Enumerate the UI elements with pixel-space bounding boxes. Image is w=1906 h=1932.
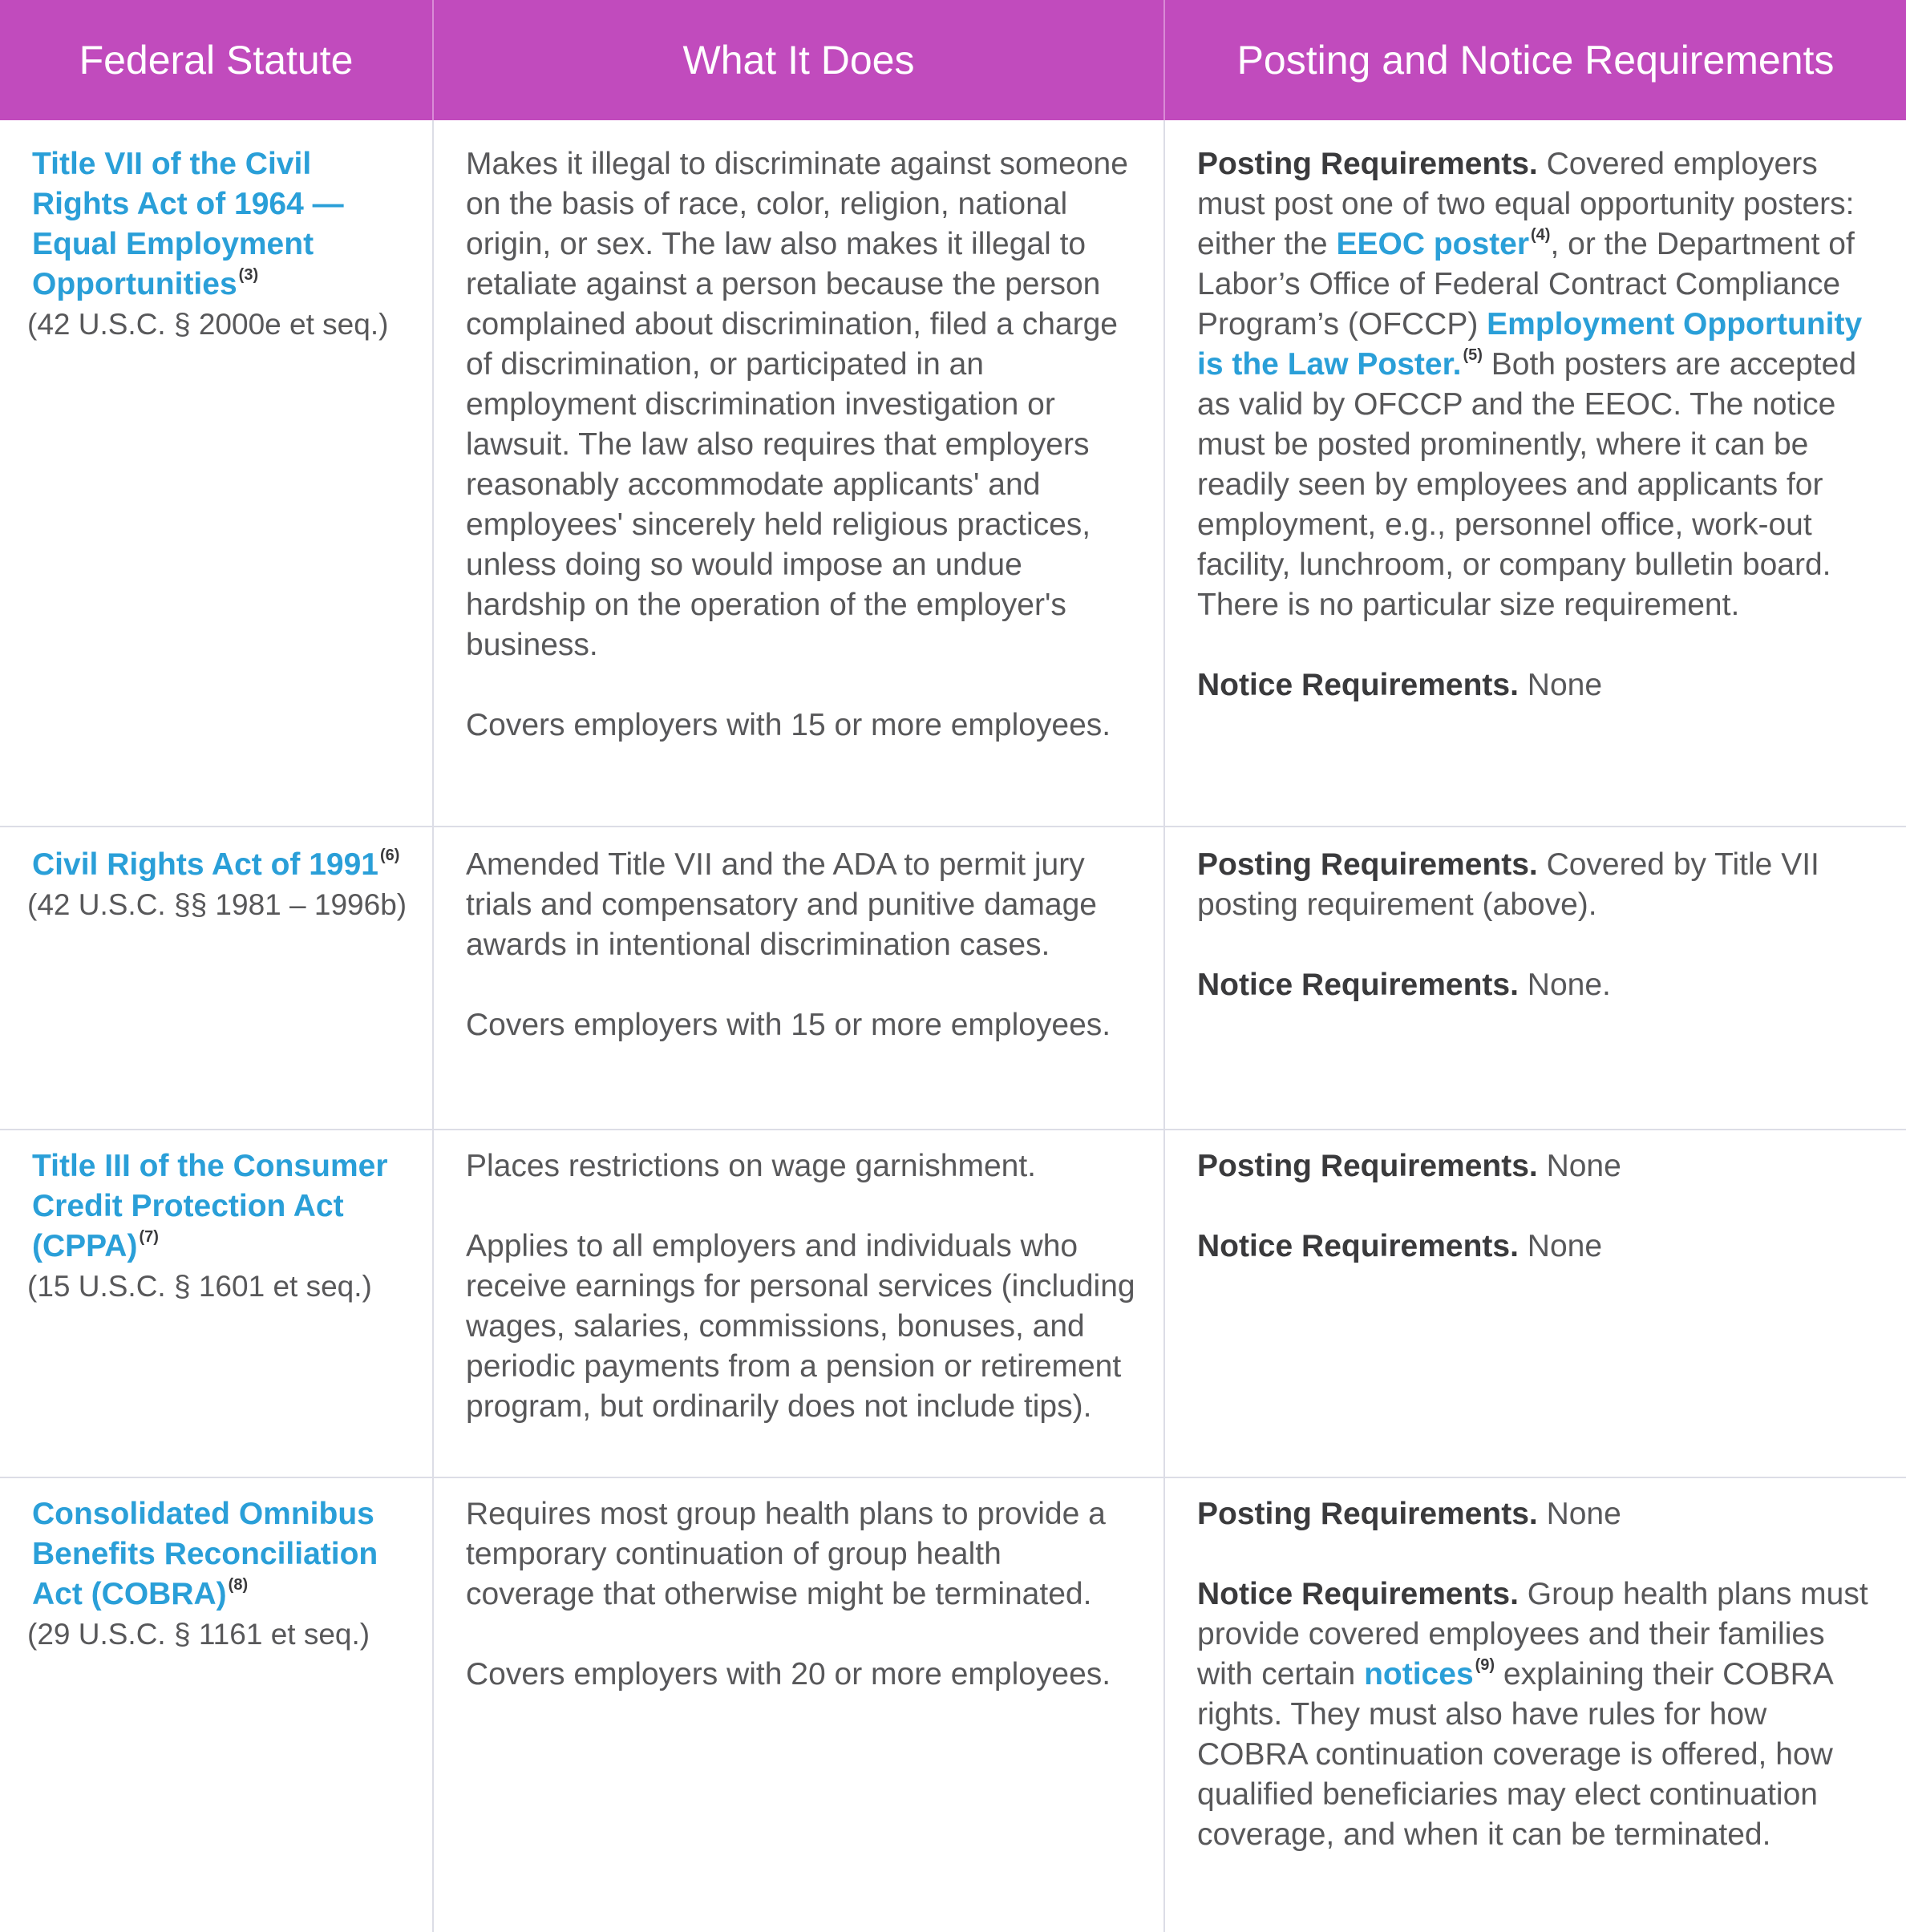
posting-text: None	[1537, 1497, 1621, 1531]
footnote-marker: (8)	[228, 1576, 249, 1594]
footnote-marker: (5)	[1463, 346, 1483, 364]
description-text: Places restrictions on wage garnishment.	[466, 1149, 1037, 1183]
posting-text: None	[1537, 1149, 1621, 1183]
posting-label: Posting Requirements.	[1197, 847, 1538, 882]
table-row	[0, 1130, 1906, 1477]
notice-text: None	[1518, 1229, 1603, 1263]
statute-name-link[interactable]: Title VII of the Civil Rights Act of 1964 — Equal Employment Opportunities $^{(3)}$	[32, 147, 344, 301]
notice-text: None	[1518, 668, 1603, 702]
what-it-does-cell	[433, 120, 1164, 827]
statute-citation: (42 U.S.C. §§ 1981 – 1996b)	[27, 888, 407, 921]
description-text: Requires most group health plans to provide a temporary continuation of group health coverage that otherwise might be terminated.	[466, 1497, 1106, 1611]
notice-text: explaining their COBRA rights. They must also have rules for how COBRA continuation coverage is offered, how qualified beneficiaries may elect continuation coverage, and when it can be terminated.	[1197, 1657, 1833, 1852]
statute-cell	[0, 1477, 433, 1932]
notice-label: Notice Requirements.	[1197, 1229, 1519, 1263]
requirements-cell	[1164, 120, 1906, 827]
notice-requirements	[1197, 665, 1879, 705]
table-row	[0, 1477, 1906, 1932]
description-text: Amended Title VII and the ADA to permit jury trials and compensatory and punitive damage awards in intentional discrimination cases.	[466, 847, 1097, 962]
statute-citation: (42 U.S.C. § 2000e et seq.)	[27, 308, 389, 341]
posting-requirements	[1197, 845, 1879, 925]
requirements-cell	[1164, 1477, 1906, 1932]
posting-requirements	[1197, 1146, 1879, 1186]
statute-citation: (15 U.S.C. § 1601 et seq.)	[27, 1270, 372, 1303]
notice-text: Group health plans must provide covered employees and their families with certain	[1197, 1577, 1868, 1692]
posting-requirements	[1197, 1494, 1879, 1534]
statute-cell	[0, 120, 433, 827]
statute-name-link[interactable]: Title III of the Consumer Credit Protection Act (CPPA) $^{(7)}$	[32, 1149, 388, 1263]
coverage-text: Covers employers with 15 or more employees.	[466, 1008, 1111, 1042]
statute-name-link[interactable]: Consolidated Omnibus Benefits Reconciliation Act (COBRA) $^{(8)}$	[32, 1497, 378, 1611]
header-federal-statute: Federal Statute	[0, 0, 433, 120]
statute-citation: (29 U.S.C. § 1161 et seq.)	[27, 1618, 370, 1651]
table-row	[0, 827, 1906, 1130]
posting-label: Posting Requirements.	[1197, 1497, 1538, 1531]
coverage-text: Applies to all employers and individuals who receive earnings for personal services (including wages, salaries, commissions, bonuses, and periodic payments from a pension or retirement program, but ordinarily does not include tips).	[466, 1229, 1135, 1424]
posting-label: Posting Requirements.	[1197, 147, 1538, 181]
footnote-marker: (9)	[1475, 1656, 1495, 1674]
header-posting-notice: Posting and Notice Requirements	[1164, 0, 1906, 120]
notice-requirements	[1197, 1574, 1879, 1855]
footnote-marker: (4)	[1531, 226, 1551, 244]
footnote-marker: (3)	[238, 266, 259, 284]
notice-label: Notice Requirements.	[1197, 1577, 1519, 1611]
header-what-it-does: What It Does	[433, 0, 1164, 120]
posting-text: Covered employers must post one of two equal opportunity posters: either the	[1197, 147, 1855, 261]
posting-text: , or the Department of Labor’s Office of Federal Contract Compliance Program’s (OFCCP)	[1197, 227, 1855, 342]
description-text: Makes it illegal to discriminate against someone on the basis of race, color, religion, national origin, or sex. The law also makes it illegal to retaliate against a person because the person complained about discrimination, filed a charge of discrimination, or participated in an employment discrimination investigation or lawsuit. The law also requires that employers reasonably accommodate applicants' and employees' sincerely held religious practices, unless doing so would impose an undue hardship on the operation of the employer's business.	[466, 147, 1128, 662]
what-it-does-cell	[433, 1477, 1164, 1932]
notice-label: Notice Requirements.	[1197, 968, 1519, 1002]
coverage-text: Covers employers with 20 or more employees.	[466, 1657, 1111, 1692]
posting-text: Covered by Title VII posting requirement (above).	[1197, 847, 1819, 922]
notice-label: Notice Requirements.	[1197, 668, 1519, 702]
notice-requirements	[1197, 965, 1879, 1005]
notice-requirements	[1197, 1227, 1879, 1267]
footnote-marker: (7)	[139, 1228, 159, 1246]
statute-cell	[0, 827, 433, 1130]
posting-text: Both posters are accepted as valid by OFCCP and the EEOC. The notice must be posted prominently, where it can be readily seen by employees and applicants for employment, e.g., personnel office, work-out facility, lunchroom, or company bulletin board. There is no particular size requirement.	[1197, 347, 1857, 622]
eo-law-poster-link[interactable]: Employment Opportunity is the Law Poster.	[1197, 307, 1863, 382]
cobra-notices-link[interactable]: notices	[1364, 1657, 1474, 1692]
statute-cell	[0, 1130, 433, 1477]
requirements-cell	[1164, 1130, 1906, 1477]
footnote-marker: (6)	[380, 847, 400, 864]
notice-text: None.	[1518, 968, 1611, 1002]
what-it-does-cell	[433, 827, 1164, 1130]
coverage-text: Covers employers with 15 or more employees.	[466, 708, 1111, 742]
eeoc-poster-link[interactable]: EEOC poster	[1336, 227, 1530, 261]
table-row	[0, 120, 1906, 827]
statute-name-link[interactable]: Civil Rights Act of 1991 $^{(6)}$	[32, 847, 400, 882]
posting-requirements	[1197, 144, 1879, 625]
header-row	[0, 0, 1906, 120]
requirements-cell	[1164, 827, 1906, 1130]
what-it-does-cell	[433, 1130, 1164, 1477]
posting-label: Posting Requirements.	[1197, 1149, 1538, 1183]
